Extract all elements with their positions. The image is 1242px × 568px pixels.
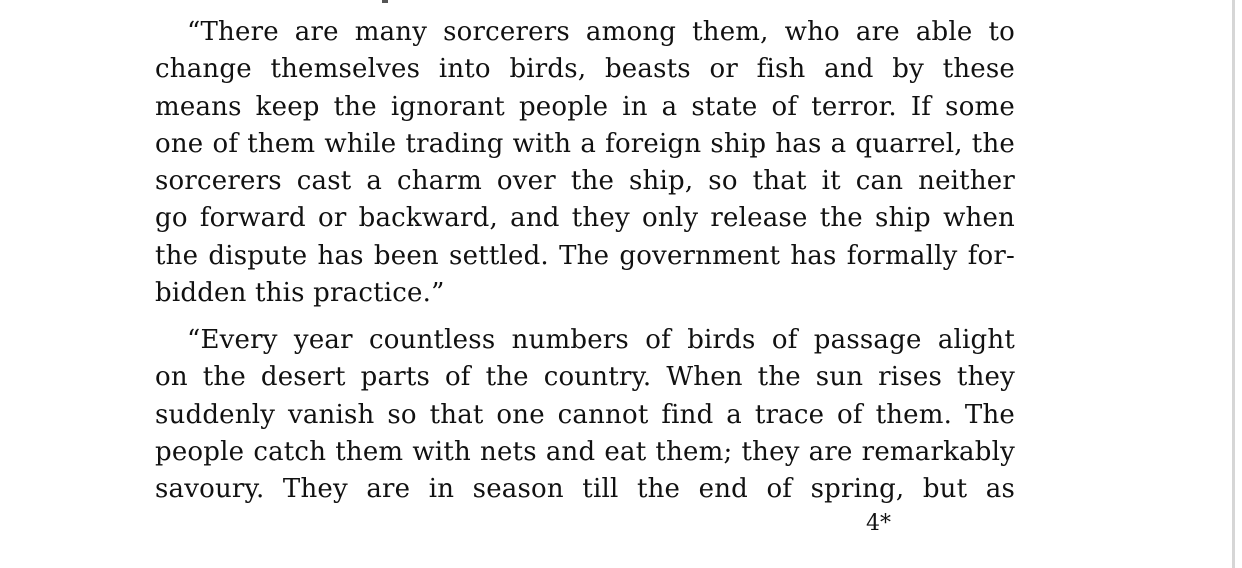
paragraph-line: bidden this practice.”: [155, 278, 445, 309]
paragraph-line: the dispute has been settled. The government has formally for-: [155, 240, 1015, 271]
page-edge-mark: [382, 0, 388, 3]
paragraph-sorcerers: [155, 14, 1015, 312]
paragraph-line: go forward or backward, and they only release the ship when: [155, 203, 1015, 234]
paragraph-birds-of-passage: [155, 322, 1015, 508]
paragraph-line: one of them while trading with a foreign ship has a quarrel, the: [155, 128, 1015, 159]
paragraph-line: change themselves into birds, beasts or fish and by these: [155, 54, 1015, 85]
paragraph-line: suddenly vanish so that one cannot find a trace of them. The: [155, 399, 1015, 430]
paragraph-line: savoury. They are in season till the end of spring, but as: [155, 474, 1015, 505]
paragraph-line: sorcerers cast a charm over the ship, so that it can neither: [155, 166, 1015, 197]
paragraph-line: “Every year countless numbers of birds of passage alight: [187, 325, 1015, 355]
page-edge-divider: [1232, 0, 1235, 568]
paragraph-line: means keep the ignorant people in a state of terror. If some: [155, 91, 1015, 122]
paragraph-line: on the desert parts of the country. When the sun rises they: [155, 362, 1015, 393]
page-signature-mark: 4*: [866, 511, 891, 536]
paragraph-line: people catch them with nets and eat them; they are remarkably: [155, 436, 1015, 467]
paragraph-line: “There are many sorcerers among them, who are able to: [187, 17, 1015, 47]
